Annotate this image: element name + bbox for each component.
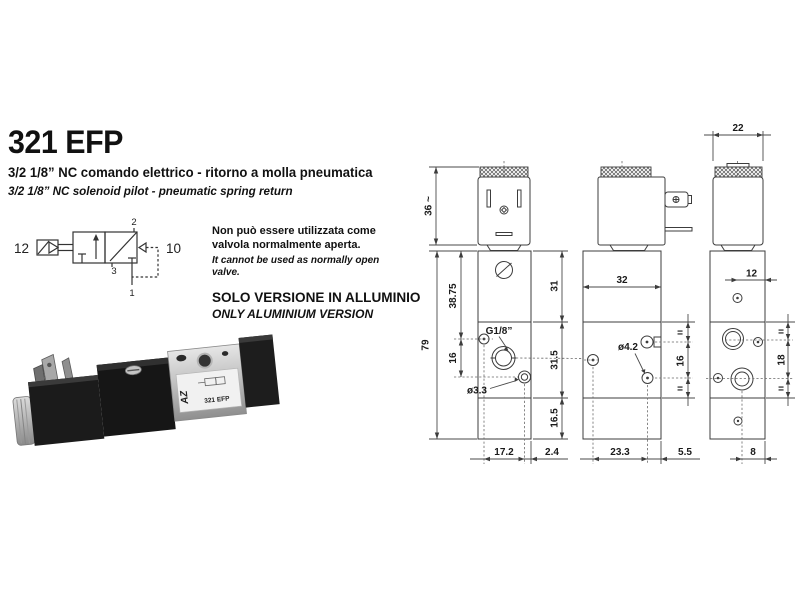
photo-pilot-block xyxy=(97,357,176,436)
warning-italian: Non può essere utilizzata come valvola normalmente aperta. xyxy=(212,225,376,252)
dim-label-coil-height: 36 ~ xyxy=(423,196,435,216)
dim-label-eq-bottom: = xyxy=(677,384,683,395)
version-note-english: ONLY ALUMINIUM VERSION xyxy=(212,306,374,321)
drawing-front-view xyxy=(421,161,593,464)
symbol-port-2-label: 2 xyxy=(131,217,137,228)
pneumatic-symbol xyxy=(5,213,200,310)
drawing-rear-view xyxy=(704,123,795,464)
notes-block xyxy=(212,224,421,321)
dim-label-rear-eq-top: = xyxy=(778,327,784,338)
dim-label-2-4: 2.4 xyxy=(545,447,559,458)
photo-coil xyxy=(25,350,104,446)
subtitle-english: 3/2 1/8” NC solenoid pilot - pneumatic spring return xyxy=(8,184,293,198)
dimensional-drawings xyxy=(400,100,800,505)
warning-english: It cannot be used as normally open valve. xyxy=(212,254,380,279)
valve-symbol-body xyxy=(73,228,137,285)
photo-brand-logo: AZ xyxy=(178,390,192,405)
dim-label-16: 16 xyxy=(448,352,459,364)
symbol-port-1-label: 1 xyxy=(129,288,135,299)
photo-aluminium-body xyxy=(168,344,247,421)
dim-label-23-3: 23.3 xyxy=(610,447,630,458)
dim-label-8: 8 xyxy=(750,447,756,458)
dim-label-total-height: 79 xyxy=(420,339,432,351)
dim-label-32: 32 xyxy=(616,275,628,286)
subtitle-italian: 3/2 1/8” NC comando elettrico - ritorno a molla pneumatica xyxy=(8,165,373,180)
pilot-return-icon xyxy=(132,243,158,277)
dim-label-eq-top: = xyxy=(677,328,683,339)
dim-label-31: 31 xyxy=(549,280,561,292)
dim-label-5-5: 5.5 xyxy=(678,447,692,458)
dim-label-22: 22 xyxy=(732,123,744,134)
dimensional-drawings-svg xyxy=(400,100,800,500)
symbol-port-10-label: 10 xyxy=(166,241,182,256)
dim-label-side-16: 16 xyxy=(675,355,687,367)
version-note-italian: SOLO VERSIONE IN ALLUMINIO xyxy=(212,288,421,305)
solenoid-operator-icon xyxy=(37,240,73,255)
drawing-side-view xyxy=(580,161,700,464)
dim-label-31-5: 31.5 xyxy=(549,350,561,370)
dim-label-16-5: 16.5 xyxy=(549,408,561,428)
hole-3-3-label: ø3.3 xyxy=(466,385,488,397)
photo-end-cap xyxy=(239,334,280,407)
dim-label-rear-eq-bottom: = xyxy=(778,384,784,395)
product-photo-svg xyxy=(10,332,282,458)
port-thread-label: G1/8” xyxy=(485,326,513,337)
symbol-port-12-label: 12 xyxy=(14,241,30,256)
product-photo xyxy=(10,332,282,463)
dim-label-12: 12 xyxy=(745,268,758,280)
page-title: 321 EFP xyxy=(8,124,123,160)
photo-model-label: 321 EFP xyxy=(203,395,230,405)
dim-label-18: 18 xyxy=(776,354,788,366)
dim-label-38-75: 38.75 xyxy=(448,283,459,309)
hole-4-2-label: ø4.2 xyxy=(617,342,639,353)
symbol-port-3-label: 3 xyxy=(111,266,117,277)
dim-label-17-2: 17.2 xyxy=(494,447,514,458)
pneumatic-symbol-svg xyxy=(5,213,200,305)
